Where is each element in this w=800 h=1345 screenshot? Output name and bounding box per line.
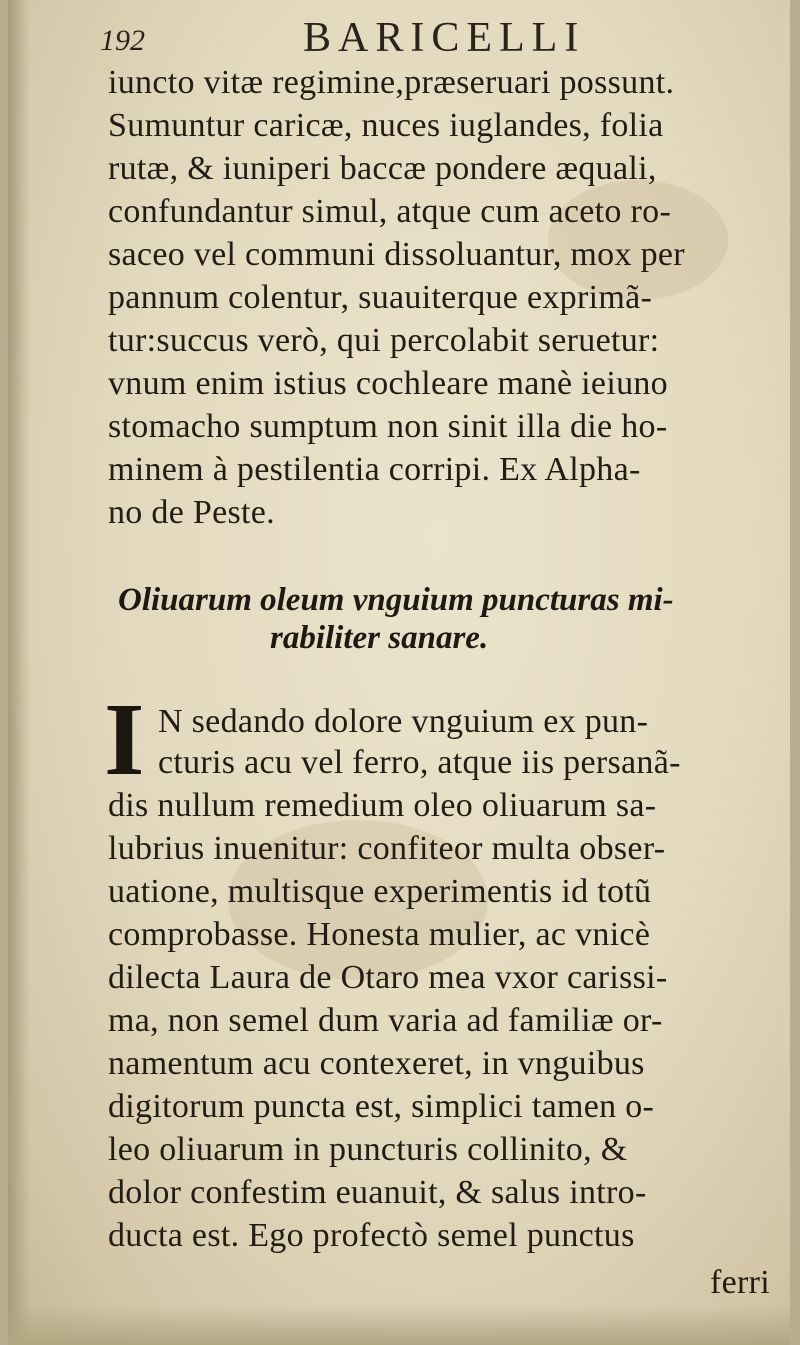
text-line: comprobasse. Honesta mulier, ac vnicè — [108, 916, 651, 953]
text-line: saceo vel communi dissoluantur, mox per — [108, 236, 685, 273]
text-line: dilecta Laura de Otaro mea vxor carissi- — [108, 959, 668, 996]
text-line: minem à pestilentia corripi. Ex Alpha- — [108, 451, 641, 488]
text-line: ducta est. Ego profectò semel punctus — [108, 1217, 635, 1254]
text-line: Sumuntur caricæ, nuces iuglandes, folia — [108, 107, 664, 144]
page-header — [8, 8, 790, 61]
page-edge-shadow — [8, 0, 30, 1345]
book-page — [8, 0, 790, 1345]
text-line: stomacho sumptum non sinit illa die ho- — [108, 408, 668, 445]
text-line: dolor confestim euanuit, & salus intro- — [108, 1174, 647, 1211]
text-line: pannum colentur, suauiterque exprimã- — [108, 279, 653, 316]
text-line: rutæ, & iuniperi baccæ pondere æquali, — [108, 150, 657, 187]
page-bottom-shadow — [8, 1305, 790, 1345]
text-line: lubrius inuenitur: confiteor multa obser- — [108, 830, 666, 867]
text-line: confundantur simul, atque cum aceto ro- — [108, 193, 672, 230]
text-line: tur:succus verò, qui percolabit seruetur: — [108, 322, 660, 359]
text-line: leo oliuarum in puncturis collinito, & — [108, 1131, 628, 1168]
text-line: no de Peste. — [108, 494, 275, 531]
text-line: ma, non semel dum varia ad familiæ or- — [108, 1002, 663, 1039]
text-line: iuncto vitæ regimine,præseruari possunt. — [108, 64, 675, 101]
heading-line: Oliuarum oleum vnguium puncturas mi- — [118, 582, 674, 618]
running-head: BARICELLI — [303, 15, 586, 61]
text-line: digitorum puncta est, simplici tamen o- — [108, 1088, 655, 1125]
heading-line: rabiliter sanare. — [270, 620, 489, 656]
text-line: dis nullum remedium oleo oliuarum sa- — [108, 787, 657, 824]
text-line: uatione, multisque experimentis id totũ — [108, 873, 652, 910]
text-line: vnum enim istius cochleare manè ieiuno — [108, 365, 668, 402]
drop-cap: I — [104, 682, 145, 797]
text-line: cturis acu vel ferro, atque iis persanã- — [158, 744, 681, 781]
catchword: ferri — [709, 1264, 770, 1301]
text-line: namentum acu contexeret, in vnguibus — [108, 1045, 645, 1082]
page-number: 192 — [100, 24, 145, 57]
text-line: N sedando dolore vnguium ex pun- — [158, 703, 649, 740]
